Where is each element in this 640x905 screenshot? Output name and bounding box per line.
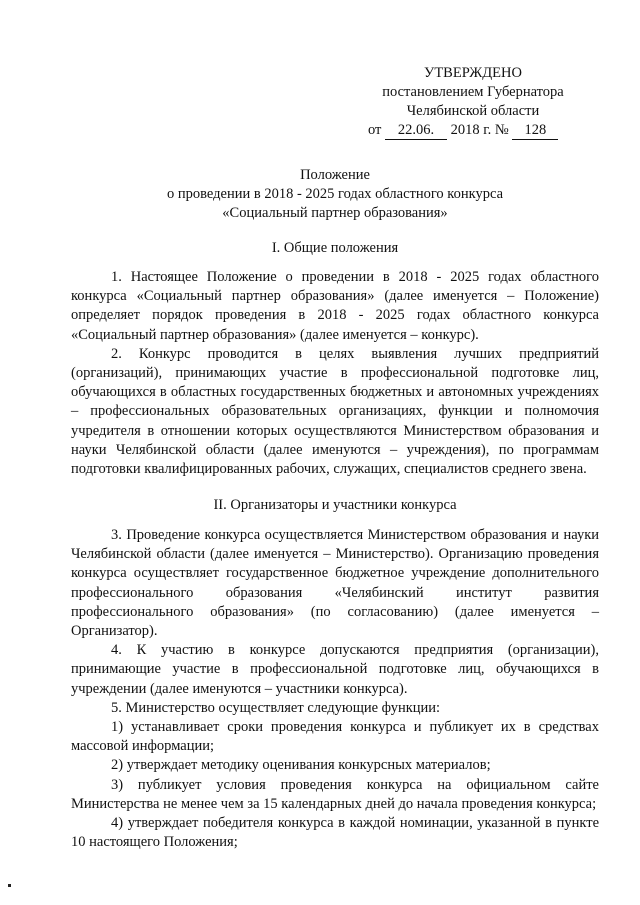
title-line-3: «Социальный партнер образования» xyxy=(222,205,448,221)
section-2-heading: II. Организаторы и участники конкурса xyxy=(213,497,457,513)
section-2-body xyxy=(71,526,599,852)
paragraph-1: 1. Настоящее Положение о проведении в 2018 - 2025 годах областного конкурса «Социальный партнер образования» (далее именуется – Положение) определяет порядок проведения в 2018 - 2025 годах областного конкурса «Социальный партнер образования» (далее именуется – конкурс). xyxy=(71,269,599,343)
approval-date: 22.06. xyxy=(385,121,447,140)
list-item-3: 3) публикует условия проведения конкурса на официальном сайте Министерства не менее чем за 15 календарных дней до начала проведения конкурса; xyxy=(71,776,599,812)
approval-date-number xyxy=(368,121,578,140)
from-label: от xyxy=(368,122,382,138)
title-line-1: Положение xyxy=(300,167,370,183)
paragraph-4: 4. К участию в конкурсе допускаются предприятия (организации), принимающие участие в профессиональной подготовке лиц, обучающихся в учреждении (далее именуются – участники конкурса). xyxy=(71,642,599,697)
approval-line-1: постановлением Губернатора xyxy=(382,84,564,100)
section-1-heading: I. Общие положения xyxy=(271,240,399,256)
approval-line-2: Челябинской области xyxy=(406,103,540,119)
title-line-2: о проведении в 2018 - 2025 годах областного конкурса xyxy=(166,186,504,202)
paragraph-5: 5. Министерство осуществляет следующие функции: xyxy=(111,699,441,716)
approval-year: 2018 г. № xyxy=(450,122,509,138)
paragraph-2: 2. Конкурс проводится в целях выявления лучших предприятий (организаций), принимающих участие в профессиональной подготовке лиц, обучающихся в областных государственных бюджетных и автономных учреждениях – профессиональных образовательных организациях, функции и полномочия учредителя в отношении которых осуществляются Министерством образования и науки Челябинской области (далее именуются – учреждения), по программам подготовки квалифицированных рабочих, служащих, специалистов среднего звена. xyxy=(71,345,599,478)
approved-label: УТВЕРЖДЕНО xyxy=(424,65,522,81)
list-item-2: 2) утверждает методику оценивания конкурсных материалов; xyxy=(111,757,491,774)
list-item-1: 1) устанавливает сроки проведения конкурса и публикует их в средствах массовой информации; xyxy=(71,719,599,755)
scan-mark xyxy=(8,884,11,887)
paragraph-3: 3. Проведение конкурса осуществляется Министерством образования и науки Челябинской области (далее именуется – Министерство). Организацию проведения конкурса осуществляет государственное бюджетное учреждение дополнительного профессионального образования «Челябинский институт развития профессионального образования» (по согласованию) (далее именуется – Организатор). xyxy=(71,527,599,640)
approval-number: 128 xyxy=(512,121,558,140)
list-item-4: 4) утверждает победителя конкурса в каждой номинации, указанной в пункте 10 настоящего Положения; xyxy=(71,815,599,851)
section-1-body xyxy=(71,268,599,479)
